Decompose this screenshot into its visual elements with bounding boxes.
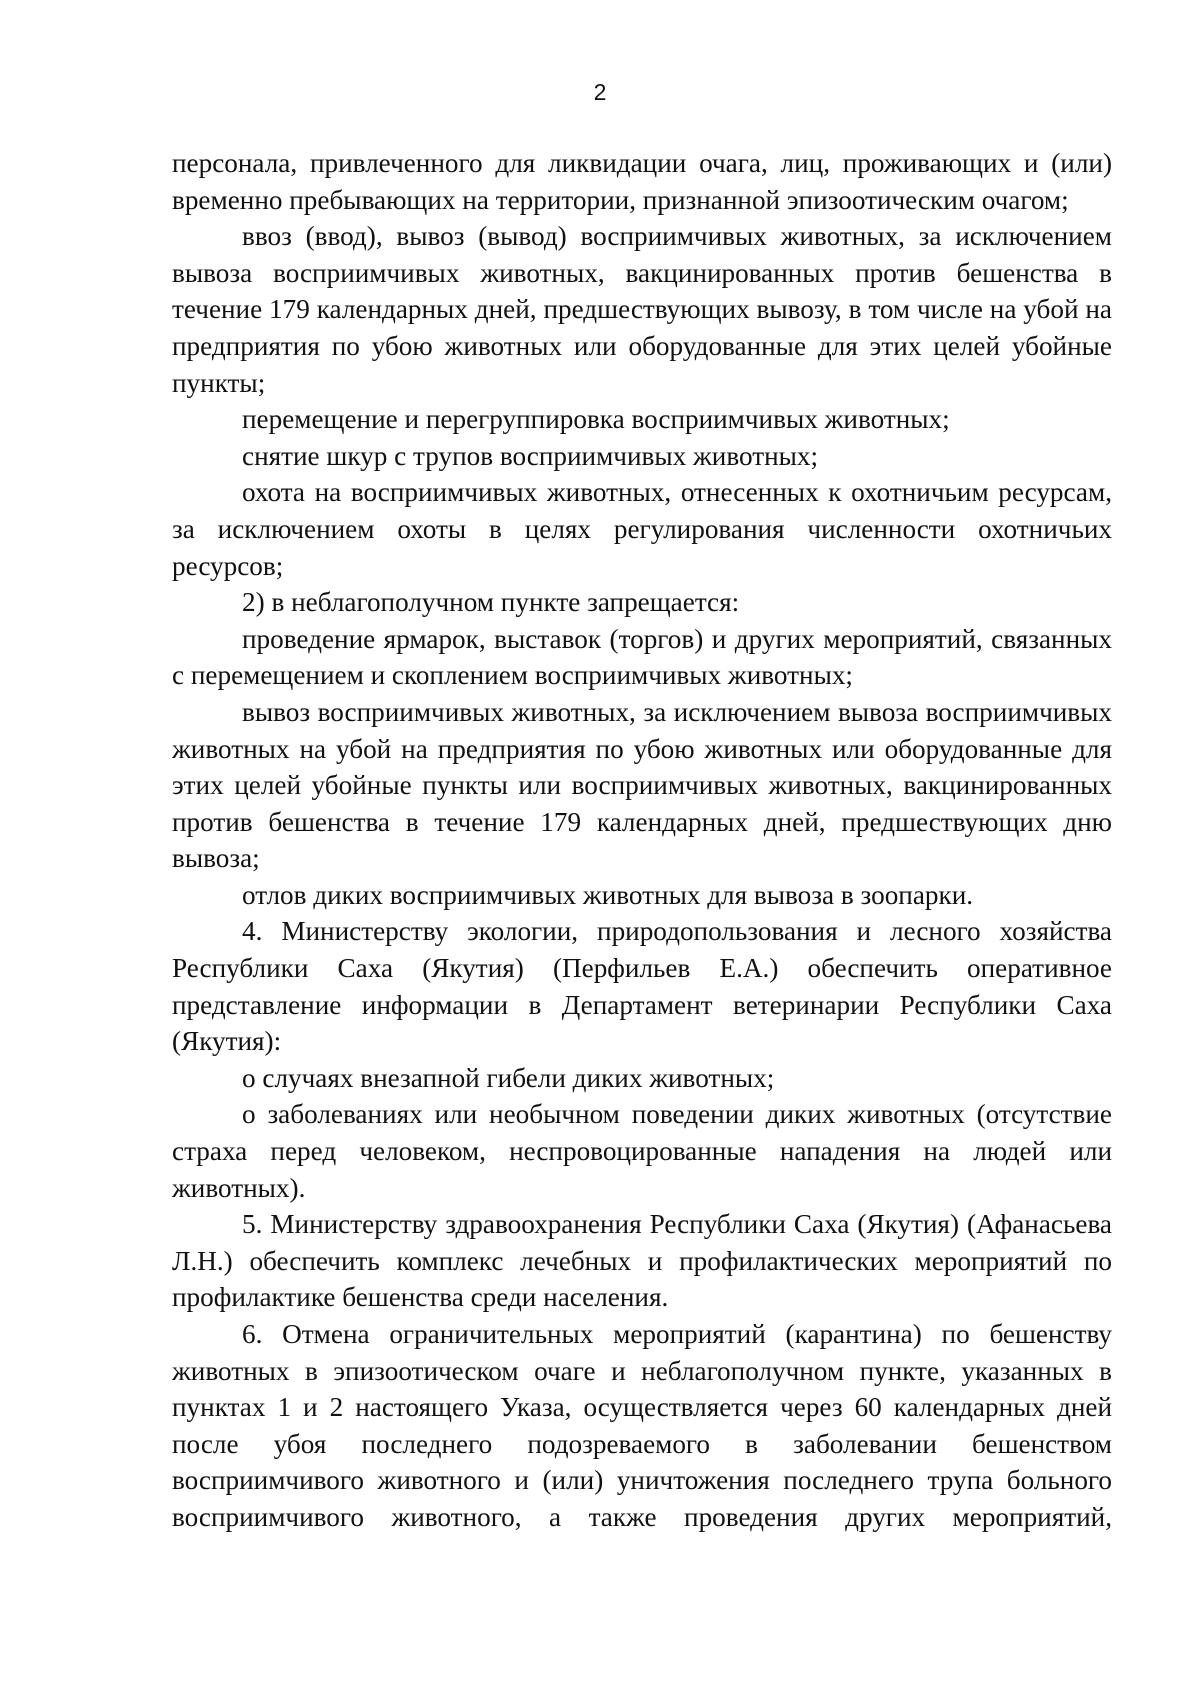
paragraph-fairs-ban: проведение ярмарок, выставок (торгов) и других мероприятий, связанных с перемещением и скоплением восприимчивых животных;: [172, 623, 1112, 691]
paragraph-hunting-ban: охота на восприимчивых животных, отнесенных к охотничьим ресурсам, за исключением охоты в целях регулирования численности охотничьих ресурсов;: [172, 477, 1112, 581]
document-body: [172, 145, 1112, 1536]
paragraph-item-4: 4. Министерству экологии, природопользования и лесного хозяйства Республики Саха (Якутия) (Перфильев Е.А.) обеспечить оперативное представление информации в Департамент ветеринарии Республики Саха (Якутия):: [172, 916, 1112, 1057]
paragraph-item-5: 5. Министерству здравоохранения Республики Саха (Якутия) (Афанасьева Л.Н.) обеспечить комплекс лечебных и профилактических мероприятий по профилактике бешенства среди населения.: [172, 1209, 1112, 1313]
paragraph-skinning-ban: снятие шкур с трупов восприимчивых животных;: [242, 440, 819, 471]
paragraph-item-6: 6. Отмена ограничительных мероприятий (карантина) по бешенству животных в эпизоотическом очаге и неблагополучном пункте, указанных в пунктах 1 и 2 настоящего Указа, осуществляется через 60 календарных дней после убоя последнего подозреваемого в заболевании бешенством восприимчивого животного и (или) уничтожения последнего трупа больного восприимчивого животного, а также проведения других мероприятий,: [172, 1319, 1112, 1532]
paragraph-continuation: персонала, привлеченного для ликвидации очага, лиц, проживающих и (или) временно пребывающих на территории, признанной эпизоотическим очагом;: [172, 148, 1112, 215]
paragraph-capture-ban: отлов диких восприимчивых животных для вывоза в зоопарки.: [242, 879, 974, 910]
paragraph-export-ban: вывоз восприимчивых животных, за исключением вывоза восприимчивых животных на убой на предприятия по убою животных или оборудованные для этих целей убойные пункты или восприимчивых животных, вакцинированных против бешенства в течение 179 календарных дней, предшествующих дню вывоза;: [172, 696, 1112, 874]
paragraph-movement-ban: перемещение и перегруппировка восприимчивых животных;: [242, 404, 950, 435]
paragraph-item-2: 2) в неблагополучном пункте запрещается:: [242, 587, 740, 618]
paragraph-diseases: о заболеваниях или необычном поведении диких животных (отсутствие страха перед человеком, неспровоцированные нападения на людей или животных).: [172, 1099, 1112, 1203]
page-number: 2: [593, 79, 607, 105]
paragraph-import-export-ban: ввоз (ввод), вывоз (вывод) восприимчивых животных, за исключением вывоза восприимчивых животных, вакцинированных против бешенства в течение 179 календарных дней, предшествующих вывозу, в том числе на убой на предприятия по убою животных или оборудованные для этих целей убойные пункты;: [172, 221, 1112, 398]
paragraph-sudden-death: о случаях внезапной гибели диких животных;: [242, 1062, 775, 1093]
